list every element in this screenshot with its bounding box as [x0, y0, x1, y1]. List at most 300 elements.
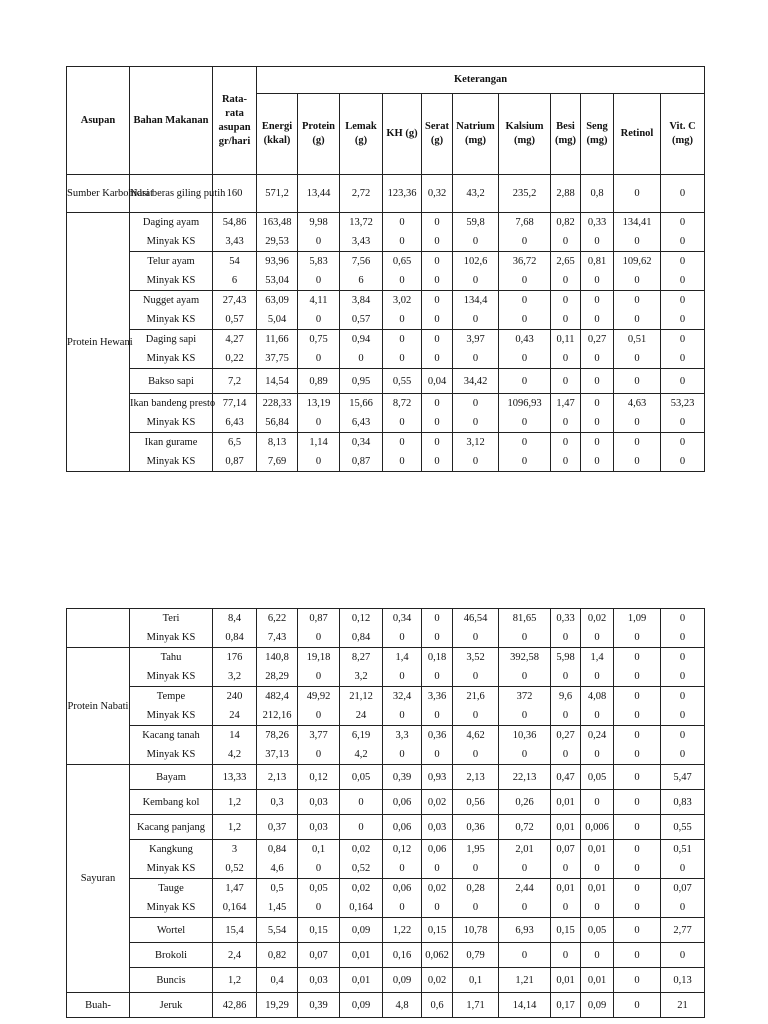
value-cell — [257, 252, 298, 291]
value-cell — [614, 291, 661, 330]
value-cell — [614, 330, 661, 369]
header-energi: Energi (kkal) — [257, 94, 298, 175]
cell-line: 0,01 — [556, 821, 575, 833]
cell-line: 0 — [634, 844, 640, 855]
cell-line: 0 — [594, 749, 600, 760]
cell-line: Ikan gurame — [144, 437, 198, 448]
value-cell — [298, 918, 340, 943]
cell-line: 0 — [315, 314, 322, 325]
cell-line: 93,96 — [265, 256, 289, 267]
value-cell — [499, 726, 551, 765]
cell-line: 0 — [434, 749, 440, 760]
value-cell — [298, 790, 340, 815]
value-cell — [422, 943, 453, 968]
cell-line: 123,36 — [387, 188, 417, 199]
value-cell — [551, 790, 581, 815]
value-cell — [581, 369, 614, 394]
cell-line: 1,22 — [392, 924, 412, 936]
cell-line: 0 — [434, 314, 440, 325]
cell-line: 0 — [434, 417, 440, 428]
cell-line: 0,01 — [587, 974, 607, 986]
cell-line: 0 — [315, 275, 322, 286]
cell-line: 0 — [521, 863, 528, 874]
cell-line: 0 — [594, 275, 600, 286]
value-cell — [581, 765, 614, 790]
value-cell — [422, 993, 453, 1018]
value-cell — [257, 394, 298, 433]
nutrition-table-1 — [66, 66, 705, 472]
cell-line: 0,07 — [309, 949, 328, 961]
cell-line: 0 — [434, 456, 440, 467]
cell-line: Minyak KS — [146, 902, 196, 913]
cell-line: 53,23 — [670, 398, 695, 409]
cell-line: Minyak KS — [146, 671, 196, 682]
value-cell — [422, 609, 453, 648]
cell-line: 0 — [634, 730, 640, 741]
cell-line: 0,39 — [309, 999, 328, 1011]
table-row — [67, 918, 705, 943]
value-cell — [257, 175, 298, 213]
value-cell — [298, 252, 340, 291]
cell-line: 0 — [521, 456, 528, 467]
value-cell — [661, 687, 705, 726]
value-cell — [383, 394, 422, 433]
cell-line: 0,01 — [556, 796, 575, 808]
cell-line: 0 — [634, 417, 640, 428]
cell-line: 0 — [521, 671, 528, 682]
value-cell — [383, 369, 422, 394]
cell-line: 0 — [434, 217, 440, 228]
cell-line: 0,57 — [351, 314, 371, 325]
value-cell — [614, 790, 661, 815]
cell-line: 0 — [315, 902, 322, 913]
cell-line: 3,2 — [227, 671, 242, 682]
cell-line: 0,34 — [392, 613, 412, 624]
cell-line: 0 — [594, 796, 600, 808]
value-cell — [551, 993, 581, 1018]
cell-line: 0 — [679, 236, 686, 247]
cell-line: 0 — [679, 749, 686, 760]
cell-line: Tahu — [160, 652, 182, 663]
value-cell — [614, 394, 661, 433]
cell-line: 11,66 — [265, 334, 289, 345]
value-cell — [213, 765, 257, 790]
cell-line: 7,56 — [351, 256, 371, 267]
cell-line: 6 — [231, 275, 238, 286]
value-cell — [453, 213, 499, 252]
value-cell — [213, 330, 257, 369]
cell-line: 0 — [634, 691, 640, 702]
cell-line: 0 — [521, 275, 528, 286]
value-cell — [340, 918, 383, 943]
cell-line: 0 — [472, 275, 479, 286]
value-cell — [499, 330, 551, 369]
cell-line: 0 — [399, 710, 405, 721]
cell-line: 0,12 — [351, 613, 371, 624]
value-cell — [257, 790, 298, 815]
cell-line: 15,4 — [225, 924, 244, 936]
cell-line: 0 — [594, 375, 600, 387]
value-cell — [453, 433, 499, 472]
cell-line: 0,164 — [349, 902, 373, 913]
value-cell — [257, 943, 298, 968]
value-cell — [661, 213, 705, 252]
value-cell — [422, 726, 453, 765]
cell-line: 0 — [594, 437, 600, 448]
value-cell — [551, 330, 581, 369]
header-besi: Besi (mg) — [551, 94, 581, 175]
value-cell — [422, 815, 453, 840]
value-cell — [383, 765, 422, 790]
value-cell — [340, 291, 383, 330]
value-cell — [340, 213, 383, 252]
cell-line: 3,02 — [392, 295, 412, 306]
value-cell — [661, 879, 705, 918]
cell-line: 212,16 — [262, 710, 292, 721]
cell-line: 0 — [434, 353, 440, 364]
food-cell — [130, 815, 213, 840]
cell-line: 0,8 — [590, 188, 604, 199]
value-cell — [453, 609, 499, 648]
value-cell — [422, 687, 453, 726]
header-vit-c: Vit. C (mg) — [661, 94, 705, 175]
cell-line: 0,062 — [425, 949, 449, 961]
cell-line: 0,43 — [515, 334, 534, 345]
cell-line: 0,15 — [427, 924, 447, 936]
value-cell — [213, 252, 257, 291]
cell-line: 2,01 — [515, 844, 534, 855]
cell-line: 0 — [521, 437, 528, 448]
header-natrium: Natrium (mg) — [453, 94, 499, 175]
value-cell — [383, 879, 422, 918]
value-cell — [340, 968, 383, 993]
cell-line: 14 — [229, 730, 240, 741]
cell-line: 0 — [594, 236, 600, 247]
value-cell — [383, 252, 422, 291]
cell-line: 0,39 — [392, 771, 412, 783]
cell-line: 0,52 — [225, 863, 244, 874]
cell-line: 0,03 — [309, 974, 328, 986]
cell-line: 24 — [229, 710, 240, 721]
cell-line: 0 — [594, 314, 600, 325]
cell-line: 0 — [679, 256, 686, 267]
cell-line: 0,56 — [466, 796, 485, 808]
cell-line: 0,82 — [267, 949, 287, 961]
cell-line: 0 — [679, 902, 686, 913]
cell-line: 0 — [472, 632, 479, 643]
cell-line: 0,02 — [427, 883, 447, 894]
value-cell — [614, 943, 661, 968]
cell-line: 0,06 — [392, 821, 412, 833]
cell-line: Ikan bandeng presto — [130, 398, 216, 409]
cell-line: 32,4 — [392, 691, 412, 702]
cell-line: 0 — [315, 671, 322, 682]
value-cell — [213, 648, 257, 687]
value-cell — [581, 840, 614, 879]
cell-line: 0,57 — [225, 314, 244, 325]
value-cell — [453, 330, 499, 369]
cell-line: 0 — [521, 632, 528, 643]
value-cell — [422, 213, 453, 252]
cell-line: 0,02 — [587, 613, 607, 624]
cell-line: 7,68 — [515, 217, 534, 228]
value-cell — [661, 648, 705, 687]
cell-line: 176 — [226, 652, 243, 663]
cell-line: 81,65 — [512, 613, 537, 624]
cell-line: 6,93 — [515, 924, 534, 936]
cell-line: 0,09 — [351, 999, 371, 1011]
cell-line: 0,94 — [351, 334, 371, 345]
cell-line: 0 — [521, 710, 528, 721]
value-cell — [453, 968, 499, 993]
value-cell — [213, 993, 257, 1018]
value-cell — [257, 687, 298, 726]
value-cell — [213, 369, 257, 394]
cell-line: 0,51 — [673, 844, 692, 855]
value-cell — [661, 609, 705, 648]
cell-line: 3,52 — [466, 652, 485, 663]
cell-line: 134,4 — [463, 295, 488, 306]
cell-line: 0,26 — [515, 796, 534, 808]
cell-line: 19,18 — [306, 652, 331, 663]
value-cell — [383, 175, 422, 213]
value-cell — [581, 815, 614, 840]
cell-line: 0 — [315, 236, 322, 247]
cell-line: 0 — [399, 334, 405, 345]
cell-line: 78,26 — [265, 730, 289, 741]
cell-line: 0 — [634, 749, 640, 760]
cell-line: Teri — [162, 613, 180, 624]
value-cell — [453, 648, 499, 687]
value-cell — [614, 968, 661, 993]
cell-line: 0 — [521, 949, 528, 961]
cell-line: 1,47 — [225, 883, 244, 894]
value-cell — [581, 726, 614, 765]
cell-line: 0,32 — [427, 188, 447, 199]
value-cell — [213, 433, 257, 472]
cell-line: Minyak KS — [146, 632, 196, 643]
cell-line: 0 — [521, 417, 528, 428]
cell-line: 0,13 — [673, 974, 692, 986]
value-cell — [614, 433, 661, 472]
value-cell — [422, 291, 453, 330]
cell-line: 0,93 — [427, 771, 447, 783]
value-cell — [340, 369, 383, 394]
cell-line: 0 — [399, 902, 405, 913]
value-cell — [383, 790, 422, 815]
value-cell — [661, 252, 705, 291]
cell-line: Telur ayam — [147, 256, 195, 267]
cell-line: Buncis — [156, 974, 186, 986]
cell-line: 8,27 — [351, 652, 371, 663]
value-cell — [298, 330, 340, 369]
cell-line: 0 — [679, 295, 686, 306]
cell-line: 0,006 — [585, 821, 609, 833]
cell-line: 0,03 — [309, 821, 328, 833]
cell-line: 0,95 — [351, 375, 371, 387]
cell-line: 0 — [594, 863, 600, 874]
cell-line: 0,15 — [309, 924, 328, 936]
value-cell — [581, 993, 614, 1018]
cell-line: 134,41 — [622, 217, 652, 228]
cell-line: 0 — [562, 632, 569, 643]
header-serat: Serat (g) — [422, 94, 453, 175]
value-cell — [213, 943, 257, 968]
cell-line: 56,84 — [265, 417, 289, 428]
cell-line: 0,82 — [556, 217, 575, 228]
value-cell — [422, 840, 453, 879]
cell-line: 160 — [226, 188, 243, 199]
cell-line: 0 — [472, 671, 479, 682]
cell-line: 0 — [315, 353, 322, 364]
cell-line: 0 — [594, 949, 600, 961]
cell-line: 2,13 — [466, 771, 485, 783]
cell-line: Kembang kol — [142, 796, 200, 808]
cell-line: 0 — [679, 632, 686, 643]
value-cell — [453, 726, 499, 765]
cell-line: 0 — [634, 999, 640, 1011]
cell-line: 4,11 — [309, 295, 328, 306]
cell-line: 63,09 — [265, 295, 289, 306]
value-cell — [340, 687, 383, 726]
value-cell — [257, 726, 298, 765]
cell-line: 0 — [634, 771, 640, 783]
cell-line: 0 — [521, 236, 528, 247]
cell-line: 0 — [679, 613, 686, 624]
cell-line: Minyak KS — [146, 236, 196, 247]
nutrition-table-2 — [66, 608, 705, 1018]
cell-line: 0,09 — [351, 924, 371, 936]
cell-line: 0,84 — [351, 632, 371, 643]
cell-line: 0 — [472, 749, 479, 760]
cell-line: 0 — [472, 456, 479, 467]
header-lemak: Lemak (g) — [340, 94, 383, 175]
table-row — [67, 291, 705, 330]
value-cell — [453, 291, 499, 330]
cell-line: 6,43 — [225, 417, 244, 428]
cell-line: 0,37 — [267, 821, 287, 833]
cell-line: 0 — [472, 863, 479, 874]
value-cell — [257, 765, 298, 790]
value-cell — [661, 330, 705, 369]
cell-line: Minyak KS — [146, 749, 196, 760]
cell-line: 0 — [358, 821, 364, 833]
cell-line: 0 — [634, 314, 640, 325]
cell-line: 0 — [358, 353, 364, 364]
cell-line: 1,4 — [395, 652, 409, 663]
cell-line: 6,43 — [351, 417, 371, 428]
table-row — [67, 394, 705, 433]
value-cell — [614, 252, 661, 291]
cell-line: 0,06 — [392, 796, 412, 808]
cell-line: 37,13 — [265, 749, 289, 760]
cell-line: 0 — [679, 217, 686, 228]
table-row — [67, 252, 705, 291]
cell-line: 0 — [594, 456, 600, 467]
cell-line: 0,164 — [222, 902, 247, 913]
cell-line: 0 — [594, 353, 600, 364]
cell-line: 0 — [679, 375, 686, 387]
value-cell — [340, 765, 383, 790]
cell-line: 3,36 — [427, 691, 447, 702]
cell-line: 21,6 — [466, 691, 485, 702]
value-cell — [257, 433, 298, 472]
cell-line: 0 — [679, 652, 686, 663]
value-cell — [499, 252, 551, 291]
value-cell — [581, 879, 614, 918]
table-body-2 — [67, 609, 705, 1018]
header-rata-rata: Rata-rata asupan gr/hari — [213, 67, 257, 175]
cell-line: 0,01 — [587, 844, 607, 855]
cell-line: 0 — [472, 353, 479, 364]
cell-line: 13,19 — [306, 398, 331, 409]
value-cell — [551, 726, 581, 765]
value-cell — [551, 291, 581, 330]
value-cell — [499, 943, 551, 968]
cell-line: 0 — [434, 398, 440, 409]
food-cell — [130, 175, 226, 213]
cell-line: 0,5 — [270, 883, 284, 894]
cell-line: 0,84 — [225, 632, 244, 643]
value-cell — [551, 369, 581, 394]
value-cell — [661, 815, 705, 840]
cell-line: 0 — [562, 417, 569, 428]
cell-line: 140,8 — [265, 652, 289, 663]
cell-line: 0,89 — [309, 375, 328, 387]
cell-line: 0 — [562, 314, 569, 325]
value-cell — [213, 968, 257, 993]
cell-line: 0,33 — [556, 613, 575, 624]
cell-line: Daging ayam — [142, 217, 200, 228]
cell-line: 0 — [562, 902, 569, 913]
value-cell — [581, 330, 614, 369]
cell-line: Bayam — [156, 771, 186, 783]
cell-line: 15,66 — [349, 398, 373, 409]
category-cell: Buah- — [67, 993, 130, 1018]
value-cell — [213, 687, 257, 726]
cell-line: 0 — [521, 295, 528, 306]
cell-line: 0,33 — [587, 217, 607, 228]
table-body-1 — [67, 175, 705, 472]
cell-line: 0 — [634, 924, 640, 936]
cell-line: 43,2 — [466, 188, 485, 199]
cell-line: Minyak KS — [146, 417, 196, 428]
value-cell — [581, 687, 614, 726]
value-cell — [213, 291, 257, 330]
food-cell — [130, 609, 213, 648]
cell-line: 6 — [358, 275, 364, 286]
table-row — [67, 840, 705, 879]
cell-line: 0 — [399, 236, 405, 247]
value-cell — [614, 879, 661, 918]
value-cell — [614, 369, 661, 394]
cell-line: Nugget ayam — [142, 295, 200, 306]
cell-line: 0,65 — [392, 256, 412, 267]
value-cell — [581, 175, 614, 213]
cell-line: 0 — [434, 613, 440, 624]
food-cell — [130, 648, 213, 687]
value-cell — [383, 687, 422, 726]
cell-line: 0 — [562, 710, 569, 721]
value-cell — [581, 648, 614, 687]
cell-line: 0 — [521, 375, 528, 387]
value-cell — [298, 687, 340, 726]
value-cell — [499, 609, 551, 648]
cell-line: 14,54 — [265, 375, 289, 387]
value-cell — [383, 918, 422, 943]
value-cell — [340, 993, 383, 1018]
value-cell — [422, 879, 453, 918]
